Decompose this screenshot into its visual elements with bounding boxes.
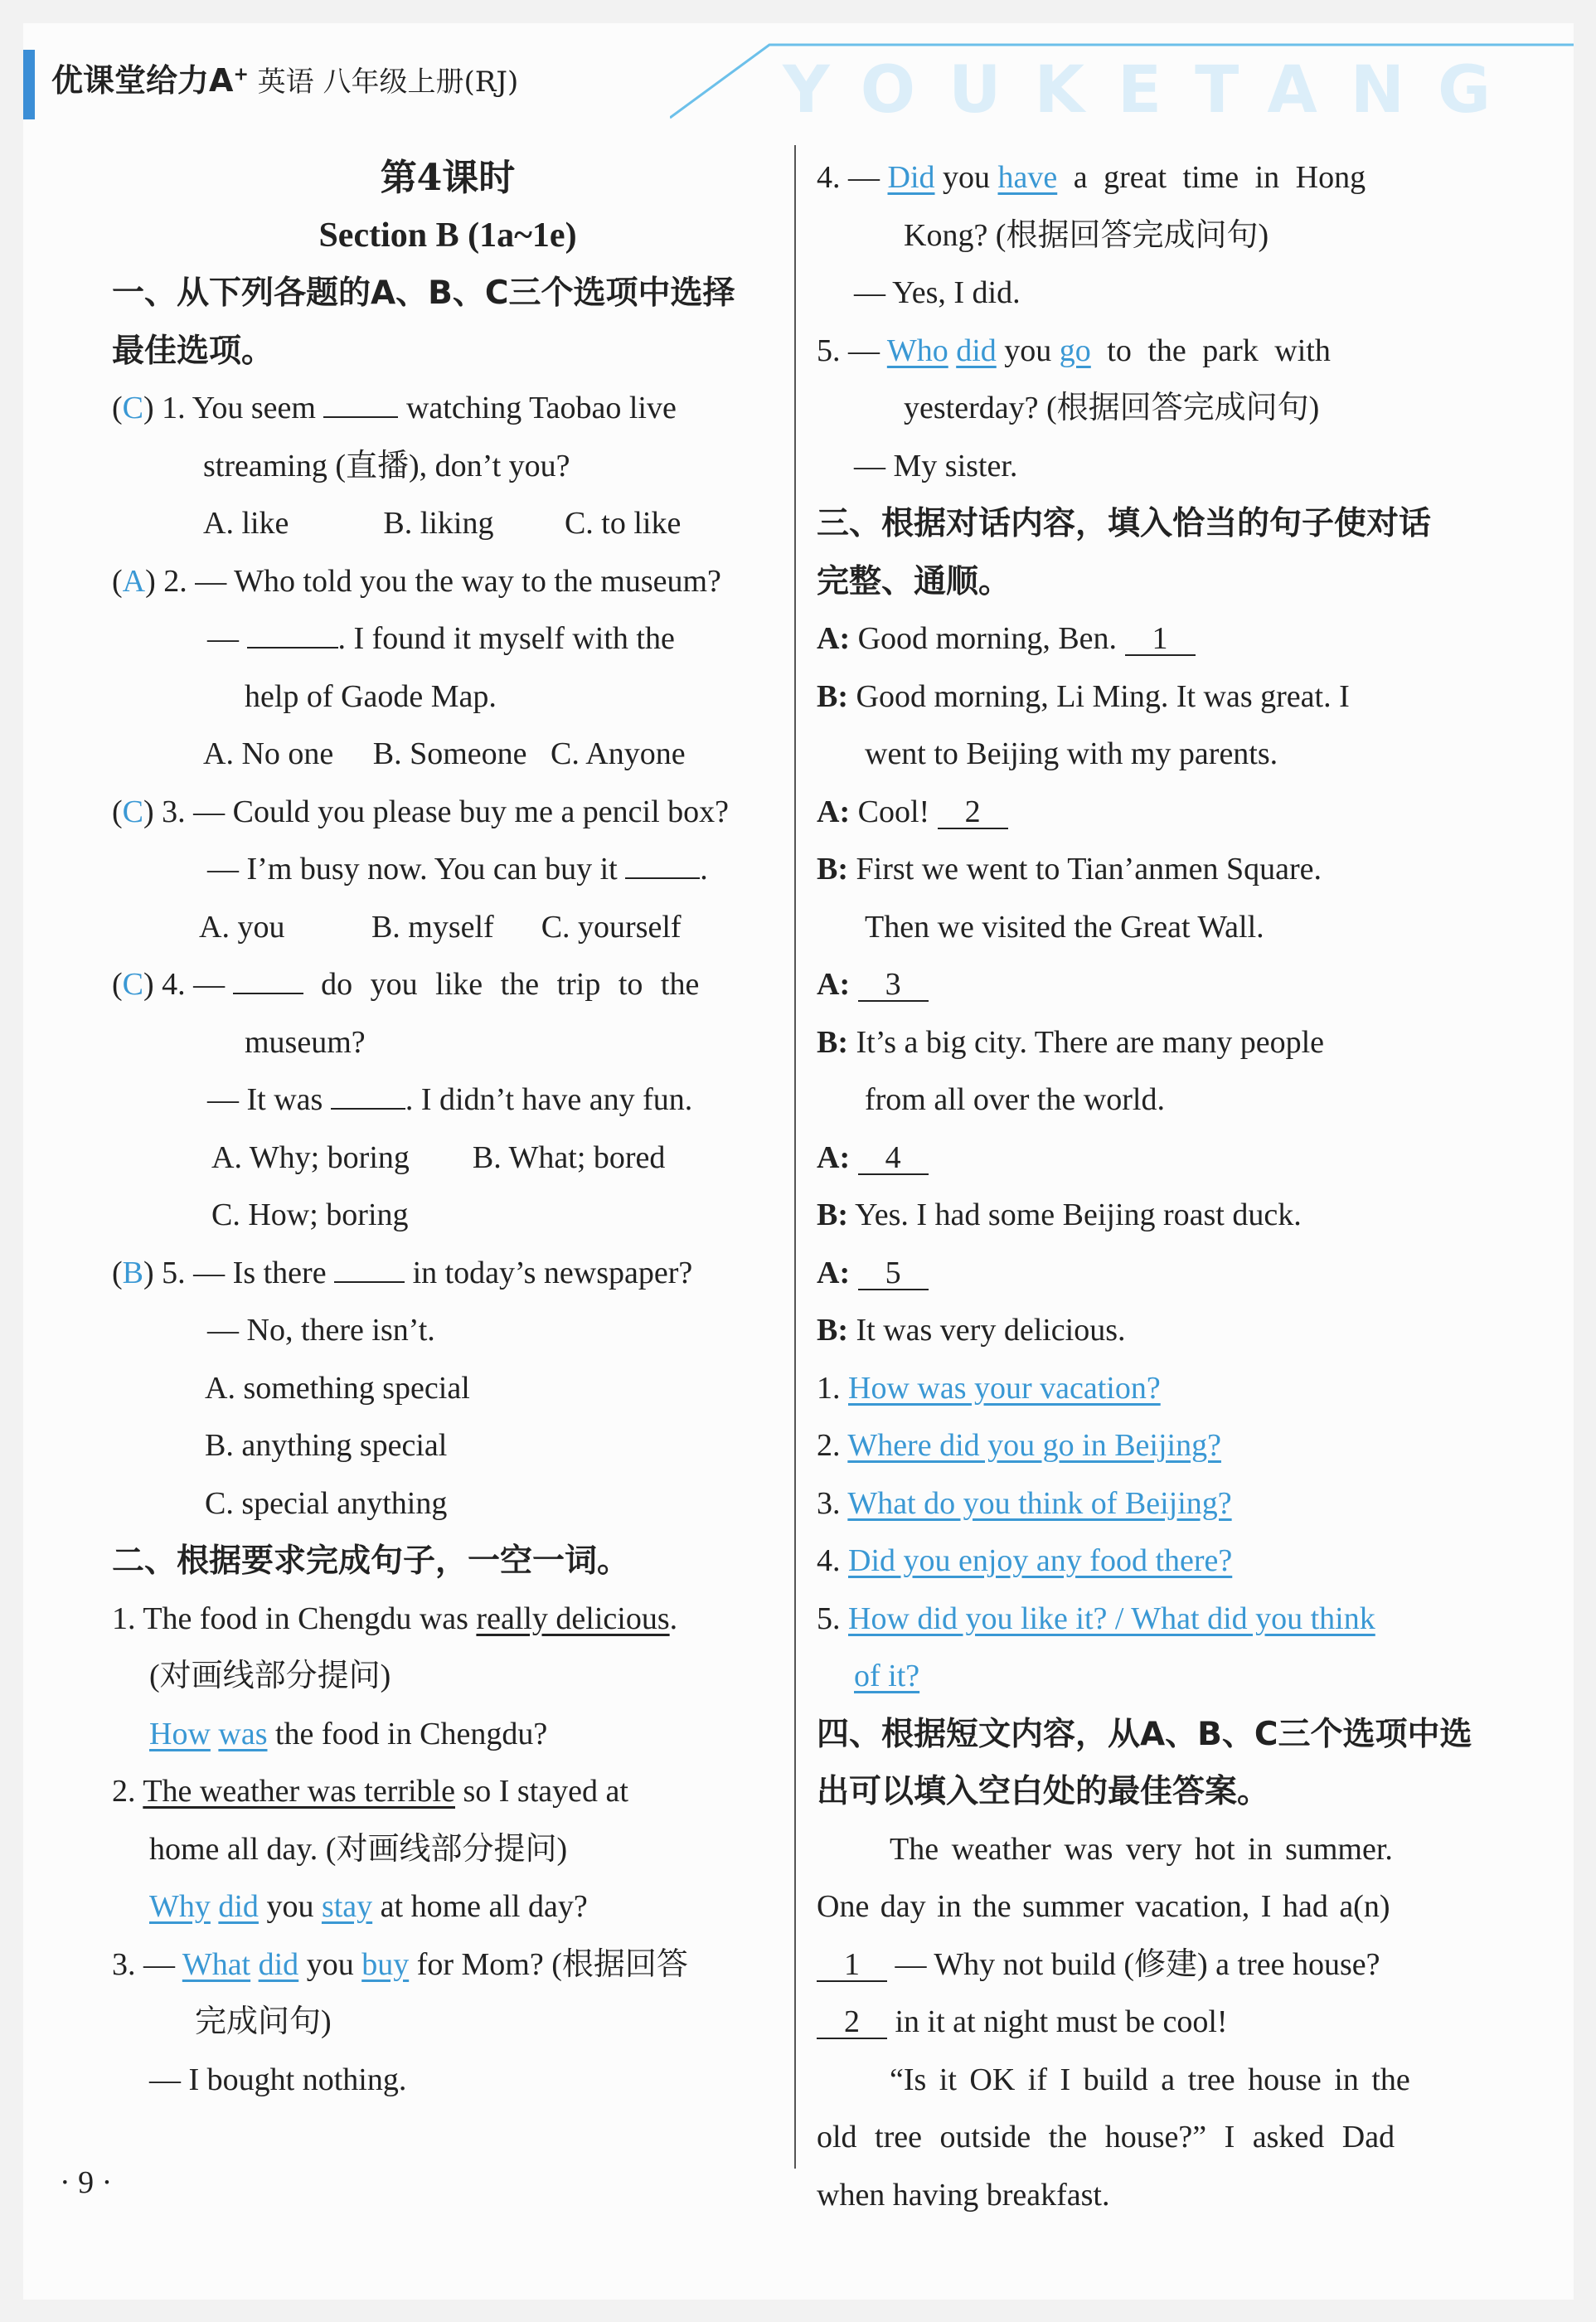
q2-text-cont: . I found it myself with the [337, 621, 675, 656]
q1-text-cont: watching Taobao live [398, 391, 677, 425]
part1-title: 一、从下列各题的A、B、C三个选项中选择 [112, 274, 735, 312]
answer-3: C [122, 794, 144, 829]
grade-mark: A [209, 62, 234, 99]
dialog-blank: 4 [858, 1142, 929, 1175]
s3-instruction: 完成问句) [195, 2004, 332, 2039]
lesson-title: 第4课时 [380, 157, 516, 199]
dialog-line [817, 1014, 1488, 1072]
q1-line2: streaming (直播), don’t you? [203, 448, 570, 483]
watermark-text: YOUKETANG [783, 53, 1524, 128]
brand-name: 优课堂给力 [51, 62, 210, 99]
speaker-label: A: [817, 794, 851, 829]
s3-text: for Mom? (根据回答 [409, 1946, 688, 1982]
blank [233, 968, 303, 994]
s3-answer-word-1: What [182, 1946, 251, 1982]
answer-sentence-cont: of it? [854, 1659, 920, 1693]
answer-4: C [122, 967, 144, 1002]
dialog-text [850, 1140, 858, 1175]
s5-answer-word-2: did [956, 333, 997, 368]
s2-answer-word-2: did [218, 1889, 259, 1924]
blank [247, 622, 338, 649]
q4-line3 [112, 1071, 783, 1129]
s1-text: 1. The food in Chengdu was [112, 1601, 477, 1636]
q2-line2: — . I found it myself with the [207, 621, 675, 656]
s4-text-mid: you [934, 160, 998, 195]
speaker-label: B: [817, 678, 848, 714]
speaker-label: A: [817, 967, 851, 1002]
q2-line3: help of Gaode Map. [245, 678, 497, 714]
answer-sentence: How did you like it? / What did you think [848, 1601, 1375, 1636]
s1-answer-word-1: How [149, 1716, 211, 1751]
dialog-text: It was very delicious. [848, 1313, 1126, 1348]
passage-line-6: old tree outside the house?” I asked Dad [817, 2120, 1395, 2154]
s2-text: so I stayed at [454, 1774, 628, 1809]
s4-answer-word-1: Did [887, 160, 935, 195]
q5-text: ) 5. — Is there [143, 1255, 335, 1290]
grade-sup: + [233, 64, 249, 85]
dialog-text: Good morning, Ben. [850, 621, 1125, 656]
part1-title-cont: 最佳选项。 [112, 332, 274, 370]
passage-text-3: — Why not build (修建) a tree house? [887, 1946, 1380, 1982]
q5-option-c: C. special anything [205, 1485, 448, 1521]
speaker-label: B: [817, 1197, 848, 1232]
section-title: Section B (1a~1e) [318, 216, 577, 255]
s4-reply: — Yes, I did. [854, 275, 1021, 310]
passage-blank-1: 1 [817, 1949, 887, 1982]
answer-2: A [122, 563, 146, 599]
q4-line2: museum? [245, 1024, 366, 1060]
dialog-text: Good morning, Li Ming. It was great. I [848, 678, 1350, 714]
dialog-line [817, 899, 1488, 957]
q5-text-cont: in today’s newspaper? [405, 1255, 693, 1290]
page-header [23, 43, 1574, 126]
s3-answer-word-2: did [258, 1946, 299, 1982]
dialog-answers [817, 1360, 1488, 1706]
q2-options: A. No one B. Someone C. Anyone [203, 736, 686, 771]
dialog-block [817, 610, 1488, 1360]
s1-instruction: (对画线部分提问) [149, 1659, 391, 1693]
q4-text: ) 4. — [143, 967, 233, 1002]
dialog-line [817, 841, 1488, 899]
book-subject: 英语 八年级上册(RJ) [248, 66, 519, 99]
s3-num: 3. — [112, 1946, 182, 1982]
sentence-2 [112, 1763, 783, 1821]
answer-number: 1. [817, 1370, 848, 1406]
blank [334, 1256, 405, 1283]
dialog-text: Cool! [850, 794, 938, 829]
dialog-blank: 3 [858, 969, 929, 1002]
speaker-label: A: [817, 621, 851, 656]
passage-text-4: in it at night must be cool! [887, 2004, 1228, 2039]
answer-item [817, 1533, 1488, 1591]
dialog-text: went to Beijing with my parents. [865, 736, 1278, 771]
answer-number: 4. [817, 1543, 848, 1578]
s5-answer-word-1: Who [886, 333, 948, 368]
dialog-line [817, 726, 1488, 784]
s4-instruction: Kong? (根据回答完成问句) [904, 217, 1269, 253]
q4-text-l3: — It was [207, 1082, 331, 1117]
passage-line-7: when having breakfast. [817, 2177, 1110, 2213]
s4-answer-word-2: have [997, 160, 1058, 195]
s5-text-mid: you [996, 333, 1060, 368]
dialog-line [817, 1071, 1488, 1129]
speaker-label: B: [817, 1024, 848, 1060]
answer-sentence: Did you enjoy any food there? [848, 1543, 1233, 1578]
s5-text: to the park with [1090, 333, 1331, 368]
part3-title-cont: 完整、通顺。 [817, 562, 1011, 600]
question-3: (C) 3. — Could you please buy me a pencil box? [112, 794, 730, 829]
answer-sentence: Where did you go in Beijing? [847, 1428, 1221, 1463]
s5-instruction: yesterday? (根据回答完成问句) [904, 391, 1320, 425]
answer-1: C [122, 391, 144, 425]
q5-option-a: A. something special [205, 1370, 470, 1406]
dialog-line [817, 1302, 1488, 1360]
speaker-label: B: [817, 852, 848, 887]
dialog-text: First we went to Tian’anmen Square. [848, 852, 1322, 887]
dialog-text: from all over the world. [865, 1082, 1165, 1117]
blank [331, 1083, 405, 1110]
answer-sentence: How was your vacation? [848, 1370, 1161, 1406]
s3-text-mid: you [298, 1946, 362, 1982]
q4-text-cont: do you like the trip to the [303, 967, 700, 1002]
s2-text-mid: you [258, 1889, 322, 1924]
q4-options-2: C. How; boring [211, 1197, 409, 1232]
q3-line2: — I’m busy now. You can buy it . [207, 852, 708, 887]
dialog-text [850, 1256, 858, 1290]
q2-text: ) 2. — Who told you the way to the museum? [145, 563, 721, 599]
question-4: (C) 4. — do you like the trip to the [112, 967, 700, 1002]
s2-answer-word-3: stay [321, 1889, 373, 1924]
dialog-line [817, 668, 1488, 726]
answer-item [817, 1417, 1488, 1475]
dialog-line [817, 1129, 1488, 1188]
q4-text-l3b: . I didn’t have any fun. [405, 1082, 693, 1117]
right-column [817, 149, 1488, 2224]
dialog-blank: 2 [938, 796, 1008, 829]
answer-item [817, 1591, 1488, 1649]
passage-line-5: “Is it OK if I build a tree house in the [890, 2062, 1410, 2097]
question-2: (A) 2. — Who told you the way to the museum? [112, 563, 721, 599]
passage-line-3 [817, 1936, 1488, 1994]
s1-underlined: really delicious [476, 1601, 670, 1636]
blank [323, 391, 398, 418]
s1-period: . [669, 1601, 678, 1636]
answer-item [817, 1360, 1488, 1418]
question-1: (C) 1. You seem watching Taobao live [112, 391, 677, 425]
passage-line-2: One day in the summer vacation, I had a(n) [817, 1889, 1390, 1924]
answer-number: 2. [817, 1428, 848, 1463]
s2-answer-line [112, 1878, 783, 1936]
page-number: · 9 · [60, 2165, 113, 2200]
passage-line-1: The weather was very hot in summer. [890, 1831, 1393, 1867]
dialog-text: It’s a big city. There are many people [848, 1024, 1325, 1060]
q3-text: ) 3. — Could you please buy me a pencil box? [143, 794, 730, 829]
s2-answer-rest: at home all day? [372, 1889, 588, 1924]
s5-reply: — My sister. [854, 448, 1018, 483]
q3-text-cont: — I’m busy now. You can buy it [207, 852, 626, 887]
part4-title-cont: 出可以填入空白处的最佳答案。 [817, 1773, 1270, 1810]
dialog-line [817, 610, 1488, 668]
s2-instruction: home all day. (对画线部分提问) [149, 1831, 568, 1867]
dialog-line [817, 1245, 1488, 1303]
column-divider [794, 145, 796, 2169]
passage-line-4 [817, 1994, 1488, 2052]
answer-sentence: What do you think of Beijing? [847, 1485, 1232, 1521]
q5-line2: — No, there isn’t. [207, 1313, 435, 1348]
dialog-blank: 1 [1125, 623, 1196, 656]
dialog-text [850, 967, 858, 1002]
answer-number: 3. [817, 1485, 848, 1521]
s4-text: a great time in Hong [1057, 160, 1366, 195]
part2-title: 二、根据要求完成句子，一空一词。 [112, 1542, 630, 1580]
speaker-label: A: [817, 1139, 851, 1175]
s5-answer-word-3: go [1059, 333, 1091, 368]
left-column [112, 149, 783, 2109]
dialog-blank: 5 [858, 1257, 929, 1290]
sentence-4 [817, 149, 1488, 207]
answer-item-cont [817, 1648, 1488, 1706]
dialog-text: Yes. I had some Beijing roast duck. [848, 1197, 1302, 1232]
dialog-text: Then we visited the Great Wall. [865, 909, 1264, 945]
s3-reply: — I bought nothing. [149, 2062, 407, 2097]
dialog-line [817, 956, 1488, 1014]
question-5: (B) 5. — Is there in today’s newspaper? [112, 1255, 693, 1290]
s1-answer-line [112, 1706, 783, 1764]
sentence-1 [112, 1591, 783, 1649]
q4-options: A. Why; boring B. What; bored [211, 1139, 666, 1175]
dialog-line [817, 1187, 1488, 1245]
s3-answer-word-3: buy [361, 1946, 410, 1982]
header-accent-bar [23, 50, 35, 119]
speaker-label: B: [817, 1313, 848, 1348]
passage-blank-2: 2 [817, 2006, 887, 2039]
q3-options: A. you B. myself C. yourself [199, 909, 682, 945]
s2-underlined: The weather was terrible [143, 1774, 455, 1809]
header-title [51, 55, 518, 100]
part3-title: 三、根据对话内容，填入恰当的句子使对话 [817, 505, 1432, 542]
s2-num: 2. [112, 1774, 143, 1809]
speaker-label: A: [817, 1255, 851, 1290]
answer-5: B [122, 1255, 144, 1290]
blank [625, 853, 700, 879]
s5-num: 5. — [817, 333, 887, 368]
q1-options: A. like B. liking C. to like [203, 506, 682, 541]
sentence-5 [817, 323, 1488, 381]
s1-answer-word-2: was [218, 1716, 268, 1751]
q5-option-b: B. anything special [205, 1428, 448, 1463]
answer-number: 5. [817, 1601, 848, 1636]
s2-answer-word-1: Why [149, 1889, 211, 1924]
s1-answer-rest: the food in Chengdu? [267, 1716, 548, 1751]
q1-text: ) 1. You seem [143, 391, 324, 425]
dialog-line [817, 784, 1488, 842]
s4-num: 4. — [817, 160, 888, 195]
answer-item [817, 1475, 1488, 1533]
part4-title: 四、根据短文内容，从A、B、C三个选项中选 [817, 1715, 1472, 1753]
sentence-3 [112, 1936, 783, 1994]
